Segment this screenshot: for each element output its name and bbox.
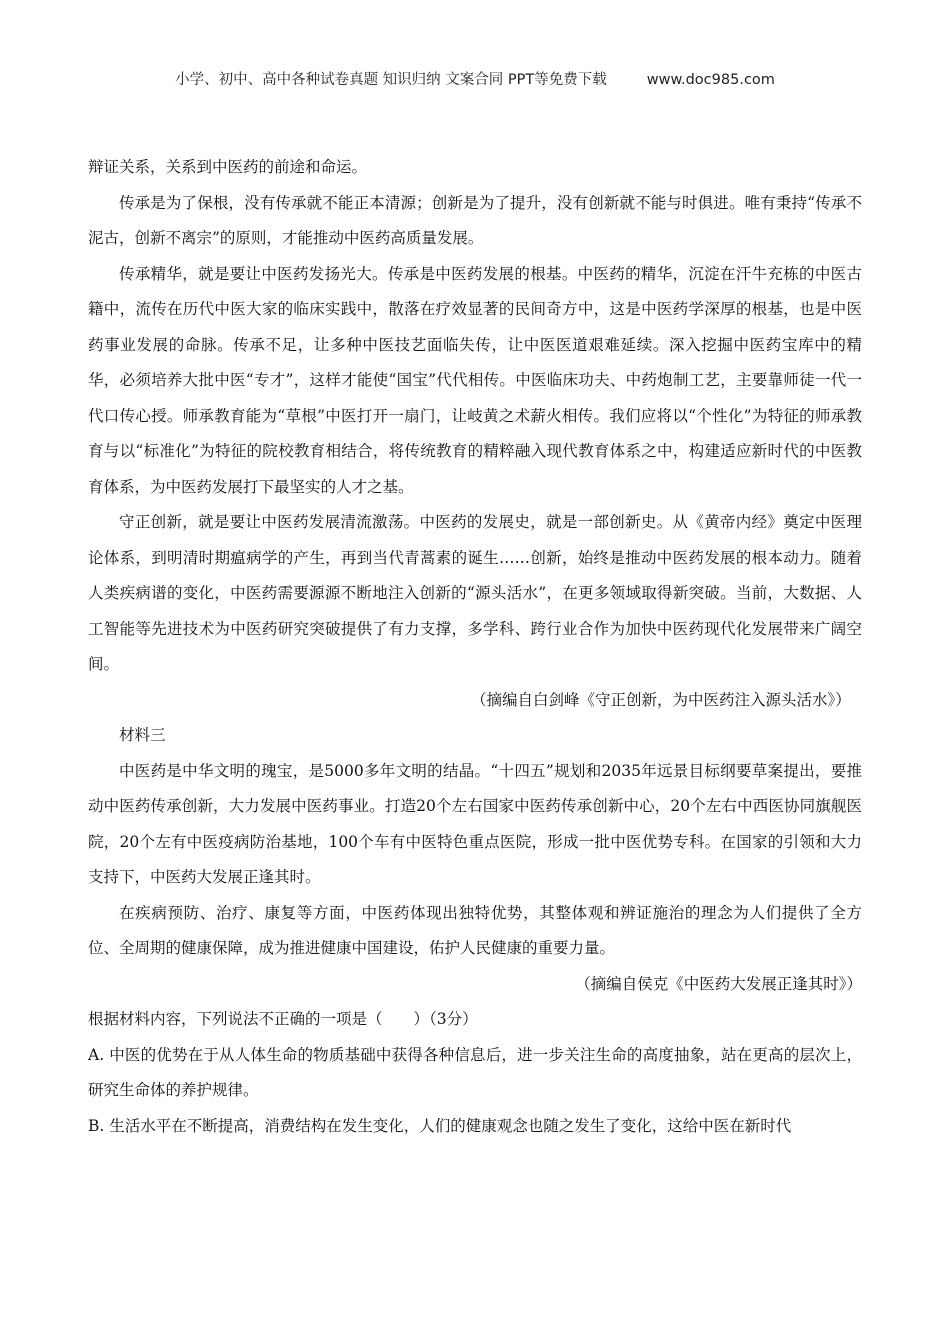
page-header [0,68,950,89]
document-body [88,150,862,1144]
question-stem: 根据材料内容，下列说法不正确的一项是（ ）（3分） [88,1010,478,1028]
header-text: 小学、初中、高中各种试卷真题 知识归纳 文案合同 PPT等免费下载 [175,72,607,88]
paragraph: 在疾病预防、治疗、康复等方面，中医药体现出独特优势，其整体观和辨证施治的理念为人们提供了全方位、全周期的健康保障，成为推进健康中国建设，佑护人民健康的重要力量。 [88,903,862,957]
header-url[interactable]: www.doc985.com [646,72,775,88]
paragraph: 传承是为了保根，没有传承就不能正本清源；创新是为了提升，没有创新就不能与时俱进。唯有秉持“传承不泥古，创新不离宗”的原则，才能推动中医药高质量发展。 [88,193,862,247]
source-citation: （摘编自侯克《中医药大发展正逢其时》） [575,974,862,993]
paragraph: 守正创新，就是要让中医药发展清流激荡。中医药的发展史，就是一部创新史。从《黄帝内经》奠定中医理论体系，到明清时期瘟病学的产生，再到当代青蒿素的诞生……创新，始终是推动中医药发展的根本动力。随着人类疾病谱的变化，中医药需要源源不断地注入创新的“源头活水”，在更多领域取得新突破。当前，大数据、人工智能等先进技术为中医药研究突破提供了有力支撑，多学科、跨行业合作为加快中医药现代化发展带来广阔空间。 [88,513,862,673]
source-citation: （摘编自白剑峰《守正创新，为中医药注入源头活水》） [471,690,851,709]
paragraph: 辩证关系，关系到中医药的前途和命运。 [88,158,368,176]
paragraph: 传承精华，就是要让中医药发扬光大。传承是中医药发展的根基。中医药的精华，沉淀在汗牛充栋的中医古籍中，流传在历代中医大家的临床实践中，散落在疗效显著的民间奇方中，这是中医药学深厚的根基，也是中医药事业发展的命脉。传承不足，让多种中医技艺面临失传，让中医医道艰难延续。深入挖掘中医药宝库中的精华，必须培养大批中医“专才”，这样才能使“国宝”代代相传。中医临床功夫、中药炮制工艺，主要靠师徒一代一代口传心授。师承教育能为“草根”中医打开一扇门，让岐黄之术薪火相传。我们应将以“个性化”为特征的师承教育与以“标准化”为特征的院校教育相结合，将传统教育的精粹融入现代教育体系之中，构建适应新时代的中医教育体系，为中医药发展打下最坚实的人才之基。 [88,264,862,496]
question-option-b: B. 生活水平在不断提高，消费结构在发生变化，人们的健康观念也随之发生了变化，这给中医在新时代 [88,1116,792,1135]
question-option-a: A. 中医的优势在于从人体生命的物质基础中获得各种信息后，进一步关注生命的高度抽象，站在更高的层次上，研究生命体的养护规律。 [88,1045,862,1099]
paragraph: 中医药是中华文明的瑰宝，是5000多年文明的结晶。“十四五”规划和2035年远景目标纲要草案提出，要推动中医药传承创新，大力发展中医药事业。打造20个左右国家中医药传承创新中心，20个左右中西医协同旗舰医院，20个左有中医疫病防治基地，100个车有中医特色重点医院，形成一批中医优势专科。在国家的引领和大力支持下，中医药大发展正逢其时。 [88,761,862,886]
section-heading: 材料三 [119,726,166,744]
